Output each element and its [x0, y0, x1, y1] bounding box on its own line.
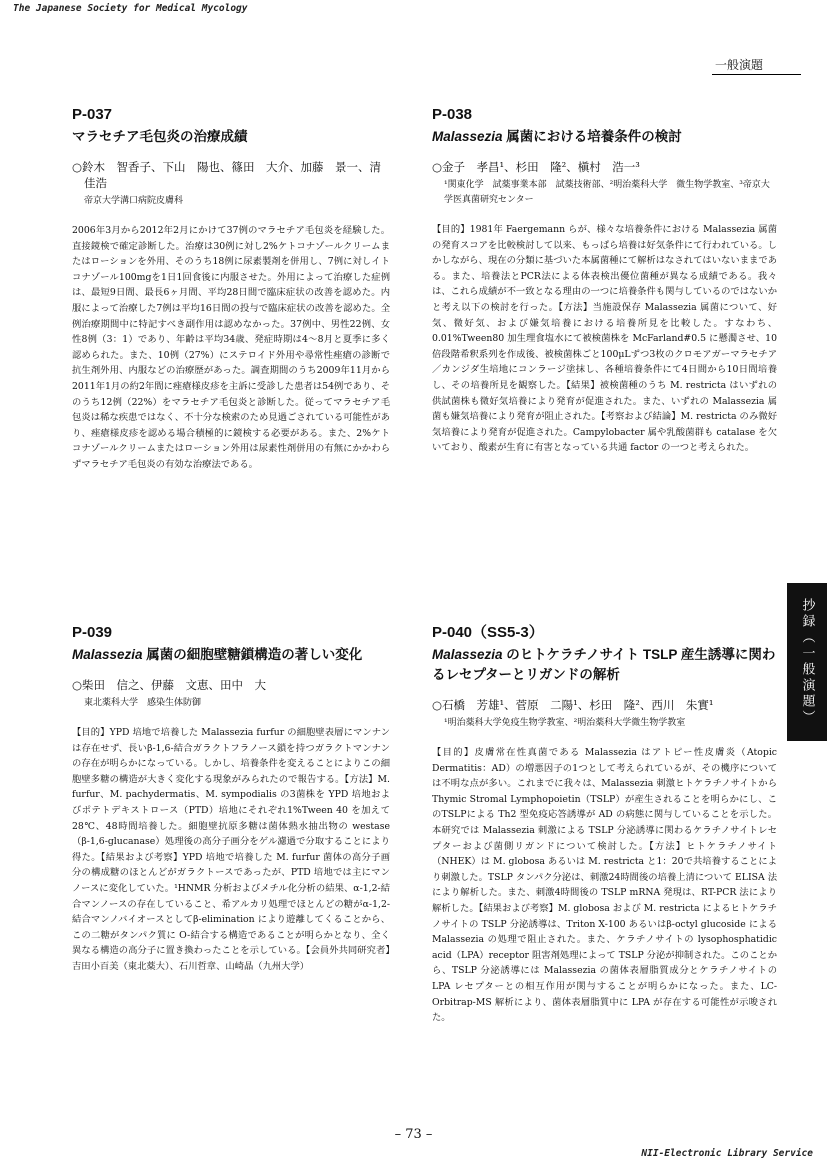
abstract-authors: ○柴田 信之、伊藤 文恵、田中 大	[72, 678, 267, 692]
abstract-affiliation: 帝京大学溝口病院皮膚科	[84, 196, 184, 206]
abstract-id: P-038	[432, 106, 473, 123]
society-header: The Japanese Society for Medical Mycology	[13, 3, 248, 14]
abstract-id: P-040（SS5-3）	[432, 624, 544, 641]
footer-library: NII-Electronic Library Service	[641, 1148, 813, 1159]
section-side-tab: 抄録（一般演題）	[787, 583, 827, 741]
abstract-title: マラセチア毛包炎の治療成績	[72, 129, 248, 144]
abstract-id: P-037	[72, 106, 113, 123]
abstract-p039	[72, 624, 390, 975]
abstract-p037	[72, 106, 393, 473]
abstract-title: Malassezia 属菌の細胞壁糖鎖構造の著しい変化	[72, 647, 363, 662]
abstract-id: P-039	[72, 624, 113, 641]
abstract-title: Malassezia のヒトケラチノサイト TSLP 産生誘導に関わるレセプターとリガンドの解析	[432, 647, 776, 682]
abstract-affiliation: 東北薬科大学 感染生体防御	[84, 698, 202, 708]
abstract-body: 【目的】1981年 Faergemann らが、様々な培養条件における Malassezia 属菌の発育スコアを比較検討して以来、もっぱら培養は好気条件にて行われている。しかしながら、現在の分類に基づいた本属菌種にて解析はなされてはいないままである。また、培養法とPCR法による体表検出優位菌種が異なる成績である。我々は、これら成績が不一致となる理由の一つに培養条件も関与しているのではないかと考え以下の検討を行った。【方法】当施設保存 Malassezia 属菌について、好気、微好気、および嫌気培養における培養所見を比較した。すなわち、0.01%Tween80 加生理食塩水にて被検菌株を McFarland#0.5 に懸濁させ、10倍段階希釈系列を作成後、被検菌株ごと100μLずつ3枚のクロモアガーマラセチア／カンジダ生培地にコンラージ塗抹し、各種培養条件にて4日間から10日間培養し、その培養所見を観察した。【結果】被検菌種のうち M. restricta はいずれの供試菌株も微好気培養により発育が促進された。また、いずれの Malassezia 属菌も嫌気培養により発育が阻止された。【考察および結論】M. restricta のみ微好気培養により発育が促進された。Campylobacter 属や乳酸菌群も catalase を欠いており、酸素が生育に有害となっている共通 factor の一つと考えられた。	[432, 224, 777, 454]
abstract-affiliation: ¹明治薬科大学免疫生物学教室、²明治薬科大学微生物学教室	[444, 718, 686, 728]
abstract-body: 【目的】YPD 培地で培養した Malassezia furfur の細胞壁表層にマンナンは存在せず、長いβ-1,6-結合ガラクトフラノース鎖を持つガラクトマンナンの存在が明らかになっている。しかし、培養条件を変えることによりこの細胞壁多糖の構造が大きく変化する現象がみられたので報告する。【方法】M. furfur、M. pachydermatis、M. sympodialis の3菌株を YPD 培地およびポテトデキストロース（PTD）培地にそれぞれ1%Tween 40 を加えて28℃、48時間培養した。細胞壁抗原多糖は菌体熱水抽出物の westase（β-1,6-glucanase）処理後の高分子画分をゲル濾過で分取することにより得た。【結果および考察】YPD 培地で培養した M. furfur 菌体の高分子画分の構成糖のほとんどがガラクトースであったが、PTD 培地では主にマンノースに変化していた。¹HNMR 分析およびメチル化分析の結果、α-1,2-結合マンノースの存在していること、希アルカリ処理でほとんどの糖がα-1,2-結合マンノバイオースとしてβ-elimination により遊離してくることから、この二糖がタンパク質に O-結合する構造であることが明らかとなり、全く異なる構造の高分子に置き換わったことを示している。【会員外共同研究者】吉田小百美（東北薬大）、石川哲章、山崎晶（九州大学）	[72, 727, 390, 972]
abstract-affiliation: ¹関東化学 試薬事業本部 試薬技術部、²明治薬科大学 微生物学教室、³帝京大学医真菌研究センター	[444, 180, 770, 205]
abstract-p038	[432, 106, 777, 456]
abstract-authors: ○金子 孝昌¹、杉田 隆²、槇村 浩一³	[432, 160, 640, 174]
abstract-body: 2006年3月から2012年2月にかけて37例のマラセチア毛包炎を経験した。直接鏡検で確定診断した。治療は30例に対し2%ケトコナゾールクリームまたはローションを外用、そのうち18例に尿素製剤を併用し、7例に対しイトコナゾール100mgを1日1回食後に内服させた。外用によって治療した症例は、最短9日間、最長6ヶ月間、平均28日間で臨床症状の改善を認めた。内服によって治療した7例は平均16日間の投与で臨床症状の改善を認めた。全例治療期間中に特記すべき副作用は認めなかった。37例中、男性22例、女性8例（3：1）であり、年齢は平均34歳、発症時期は4～8月と夏季に多く認められた。また、10例（27%）にステロイド外用や尋常性痤瘡の診断で抗生剤外用、内服などの治療歴があった。調査期間のうち2009年11月から2011年1月の約2年間に痤瘡様皮疹を主訴に受診した患者は54例であり、そのうち12例（22%）をマラセチア毛包炎と診断した。従ってマラセチア毛包炎は稀な疾患ではなく、不十分な検索のため見過ごされている可能性があり、痤瘡様皮疹を認める場合積極的に鏡検する必要がある。また、2%ケトコナゾールクリームまたはローション外用は尿素性剤併用の有無にかかわらずマラセチア毛包炎の有効な治療法である。	[72, 225, 390, 470]
abstract-title: Malassezia 属菌における培養条件の検討	[432, 129, 682, 144]
abstract-authors: ○石橋 芳雄¹、菅原 二陽¹、杉田 隆²、西川 朱實¹	[432, 698, 714, 712]
abstract-authors: ○鈴木 智香子、下山 陽也、篠田 大介、加藤 景一、清 佳浩	[72, 160, 393, 190]
abstract-body: 【目的】皮膚常在性真菌である Malassezia はアトピー性皮膚炎（Atopic Dermatitis：AD）の増悪因子の1つとして考えられているが、その機序については不明な点が多い。これまでに我々は、Malassezia 刺激ヒトケラチノサイトから Thymic Stromal Lymphopoietin（TSLP）が産生されることを明らかにし、このTSLPによる Th2 型免疫応答誘導が AD の病態に関与していることを示した。本研究では Malassezia 刺激による TSLP 分泌誘導に関わるケラチノサイトレセプターおよび菌側リガンドについて検討した。【方法】ヒトケラチノサイト（NHEK）は M. globosa あるいは M. restricta と1：20で共培養することにより刺激した。TSLP タンパク分泌は、刺激24時間後の培養上清について ELISA 法により解析した。また、刺激4時間後の TSLP mRNA 発現は、RT-PCR 法により解析した。【結果および考察】M. globosa および M. restricta によるヒトケラチノサイトの TSLP 分泌誘導は、Triton X-100 あるいはβ-octyl glucoside による Malassezia の処理で阻止された。また、ケラチノサイトの lysophosphatidic acid（LPA）receptor 阻害剤処理によって TSLP 分泌が抑制された。このことから、TSLP 分泌誘導には Malassezia の菌体表層脂質成分とケラチノサイトの LPA レセプターとの相互作用が関与することが明らかになった。また、LC-Orbitrap-MS 解析により、菌体表層脂質中に LPA が存在する可能性が示唆された。	[432, 747, 777, 1024]
section-label: 一般演題	[712, 56, 801, 75]
page-number: – 73 –	[394, 1127, 433, 1142]
abstract-p040	[432, 624, 777, 1026]
